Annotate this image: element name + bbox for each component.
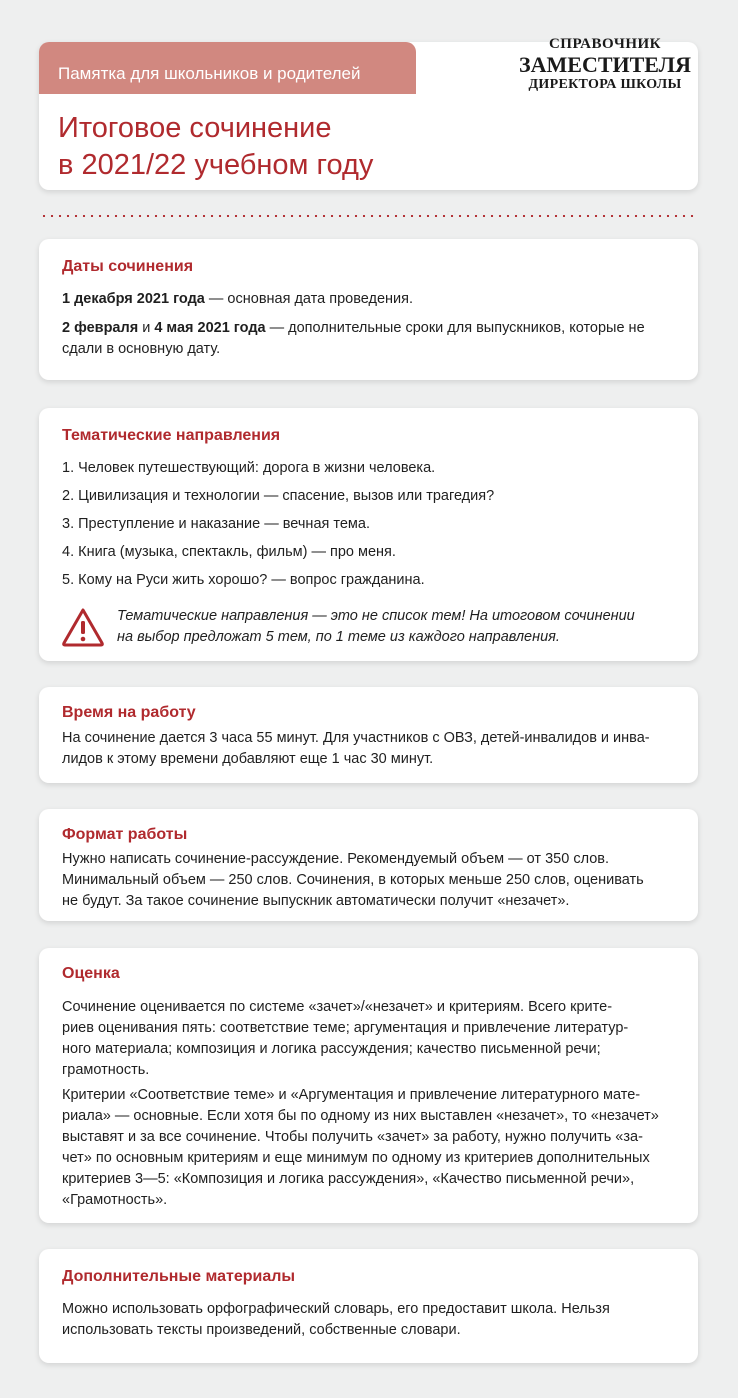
themes-title: Тематические направления (62, 427, 281, 444)
theme-item: 1. Человек путешествующий: дорога в жизни человека. (62, 460, 436, 476)
extra-date-2: 4 мая 2021 года (154, 320, 266, 336)
page-title-line-1: Итоговое сочинение (58, 112, 332, 144)
grading-card (39, 948, 698, 1223)
brand-line-3: ДИРЕКТОРА ШКОЛЫ (528, 77, 682, 92)
extra-date-1: 2 февраля (62, 320, 139, 336)
grading-p1-line: грамотность. (62, 1062, 150, 1078)
time-line-1: На сочинение дается 3 часа 55 минут. Для участников с ОВЗ, детей-инвалидов и инва- (62, 730, 650, 746)
themes-card (39, 408, 698, 661)
grading-p2-line: чет» по основным критериям и еще минимум по одному из критериев дополнительных (62, 1150, 650, 1166)
dates-title: Даты сочинения (62, 258, 194, 275)
grading-p2-line: выставят и за все сочинение. Чтобы получить «зачет» за работу, нужно получить «за- (62, 1129, 643, 1145)
grading-paragraph-2 (62, 1085, 674, 1211)
brand-line-2: ЗАМЕСТИТЕЛЯ (519, 52, 691, 77)
materials-title: Дополнительные материалы (62, 1268, 296, 1285)
theme-item: 3. Преступление и наказание — вечная тема. (62, 516, 370, 532)
grading-p2-line: Критерии «Соответствие теме» и «Аргументация и привлечение литературного мате- (62, 1087, 641, 1103)
time-card (39, 687, 698, 783)
brand-logo (500, 36, 710, 92)
grading-p1-line: Сочинение оценивается по системе «зачет»/«незачет» и критериям. Всего крите- (62, 999, 613, 1015)
themes-note (117, 606, 678, 648)
format-line-3: не будут. За такое сочинение выпускник автоматически получит «незачет». (62, 893, 570, 909)
grading-paragraph-1 (62, 997, 674, 1081)
grading-p1-line: риев оценивания пять: соответствие теме; аргументация и привлечение литератур- (62, 1020, 629, 1036)
format-line-1: Нужно написать сочинение-рассуждение. Рекомендуемый объем — от 350 слов. (62, 851, 609, 867)
format-line-2: Минимальный объем — 250 слов. Сочинения, в которых меньше 250 слов, оценивать (62, 872, 644, 888)
brand-line-1: СПРАВОЧНИК (548, 36, 662, 52)
dates-card (39, 239, 698, 380)
header-band-text: Памятка для школьников и родителей (58, 64, 361, 83)
theme-item: 4. Книга (музыка, спектакль, фильм) — про меня. (62, 544, 396, 560)
extra-date-text: — дополнительные сроки для выпускников, которые не сдали в основную дату. (62, 320, 645, 357)
grading-p2-line: «Грамотность». (62, 1192, 168, 1208)
warning-icon (61, 607, 105, 647)
grading-p2-line: риала» — основные. Если хотя бы по одному из них выставлен «незачет», то «незачет» (62, 1108, 659, 1124)
materials-line-1: Можно использовать орфографический словарь, его предоставит школа. Нельзя (62, 1301, 610, 1317)
dotted-divider (40, 215, 698, 217)
format-title: Формат работы (62, 826, 188, 843)
grading-p1-line: ного материала; композиция и логика рассуждения; качество письменной речи; (62, 1041, 601, 1057)
dates-extra (62, 318, 674, 360)
format-card (39, 809, 698, 921)
time-title: Время на работу (62, 704, 196, 721)
themes-note-line-2: на выбор предложат 5 тем, по 1 теме из каждого направления. (117, 629, 560, 645)
grading-title: Оценка (62, 965, 120, 982)
main-date-text: — основная дата проведения. (204, 291, 414, 307)
theme-item: 2. Цивилизация и технологии — спасение, вызов или трагедия? (62, 488, 495, 504)
grading-p2-line: критериев 3—5: «Композиция и логика рассуждения», «Качество письменной речи», (62, 1171, 635, 1187)
theme-item: 5. Кому на Руси жить хорошо? — вопрос гражданина. (62, 572, 425, 588)
themes-note-line-1: Тематические направления — это не список тем! На итоговом сочинении (117, 608, 635, 624)
materials-line-2: использовать тексты произведений, собственные словари. (62, 1322, 461, 1338)
extra-and: и (138, 320, 155, 336)
dates-main (62, 289, 674, 310)
page-title (58, 110, 658, 184)
main-date: 1 декабря 2021 года (62, 291, 205, 307)
time-line-2: лидов к этому времени добавляют еще 1 час 30 минут. (62, 751, 434, 767)
materials-card (39, 1249, 698, 1363)
page-title-line-2: в 2021/22 учебном году (58, 149, 374, 181)
